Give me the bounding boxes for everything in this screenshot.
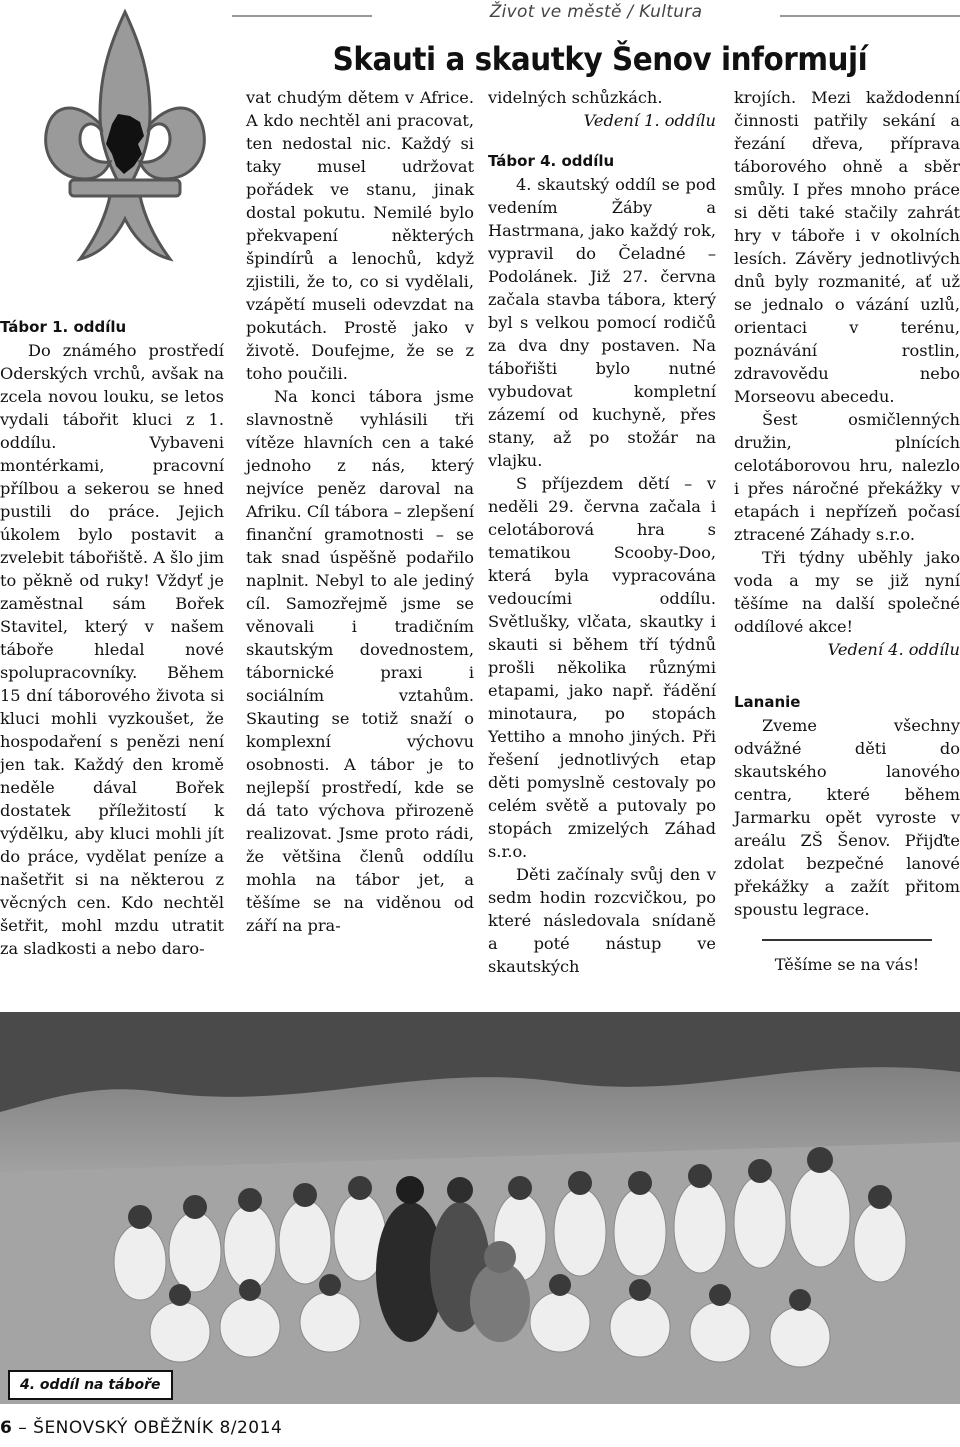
page-title: Skauti a skautky Šenov informují — [332, 40, 868, 78]
group-photo — [0, 1012, 960, 1404]
col4-paragraph-1: krojích. Mezi každodenní činnosti patřily sekání a řezání dřeva, příprava táborového ohně a sběr smůly. I přes mnoho práce si děti také stačily zahrát hry v táboře i v okolních lesích. Závěry jednotlivých dnů byly rozmanité, ať už se jednalo o vázání uzlů, orientaci v terénu, poznávání rostlin, zdravovědu nebo Morseovu abecedu. — [734, 88, 960, 406]
section-header — [232, 0, 960, 34]
col3-paragraph-4: Děti začínaly svůj den v sedm hodin rozcvičkou, po které následovala snídaně a poté nástup ve skautských — [488, 865, 716, 976]
camp-4-heading: Tábor 4. oddílu — [488, 152, 615, 170]
closing-line: Těšíme se na vás! — [774, 954, 920, 974]
closing-rule — [762, 939, 932, 941]
col4-paragraph-2: Šest osmičlenných družin, plnících celotáborovou hru, nalezlo i přes náročné překážky v etapách i nepřízeň počasí ztracené Záhady s.r.o. — [734, 410, 960, 544]
article-column-1 — [0, 316, 224, 960]
lananie-heading: Lananie — [734, 693, 801, 711]
scout-fleur-de-lis-logo — [40, 4, 210, 274]
col3-paragraph-2: 4. skautský oddíl se pod vedením Žáby a Hastrmana, jako každý rok, vypravil do Čeladné – Podolánek. Již 27. června začala stavba tábora, který byl s velkou pomocí rodičů za dva dny postaven. Na tábořišti bylo nutné vybudovat kompletní zázemí od kuchyně, přes stany, až po stožár na vlajku. — [488, 175, 716, 470]
camp-1-text: Do známého prostředí Oderských vrchů, avšak na zcela novou louku, se letos vydali tábořit kluci z 1. oddílu. Vybaveni montérkami, pracovní přílbou a sekerou se hned pustili do práce. Jejich úkolem bylo postavit a zvelebit tábořiště. A šlo jim to pěkně od ruky! Vždyť je zaměstnal sám Bořek Stavitel, který v našem táboře hledal nové spolupracovníky. Během 15 dní táborového života si kluci mohli vyzkoušet, že hospodaření s penězi není jen tak. Každý den kromě neděle dával Bořek dostatek příležitostí k výdělku, aby kluci mohli jít do práce, vydělat peníze a našetřit si na některou z věcných cen. Kdo nechtěl šetřit, mohl mzdu utratit za sladkosti a nebo daro- — [0, 341, 224, 958]
lananie-text: Zveme všechny odvážné děti do skautského lanového centra, které během Jarmarku opět vyroste v areálu ZŠ Šenov. Přijďte zdolat bezpečné lanové překážky a zažít přitom spoustu legrace. — [734, 716, 960, 919]
page-footer — [0, 1418, 282, 1438]
col2-paragraph-2: Na konci tábora jsme slavnostně vyhlásili tři vítěze hlavních cen a také jednoho z nás, který nejvíce peněz daroval na Afriku. Cíl tábora – zlepšení finanční gramotnosti – se tak snad úspěšně podařilo naplnit. Nebyl to ale jediný cíl. Samozřejmě jsme se věnovali i tradičním skautským dovednostem, tábornické praxi i sociálním vztahům. Skauting se totiž snaží o komplexní výchovu osobnosti. A tábor je to nejlepší prostředí, kde se dá tato výchova přirozeně realizovat. Jsme proto rádi, že většina členů oddílu mohla na tábor jet, a těšíme se na viděnou od září na pra- — [246, 387, 474, 935]
publication-name: – ŠENOVSKÝ OBĚŽNÍK 8/2014 — [18, 1418, 283, 1438]
article-column-4 — [734, 86, 960, 976]
article-column-3 — [488, 86, 716, 978]
section-label: Život ve městě / Kultura — [489, 2, 703, 22]
article-column-2 — [246, 86, 474, 937]
photo-caption: 4. oddíl na táboře — [8, 1370, 173, 1400]
page-number: 6 — [0, 1418, 13, 1438]
signature-camp-1: Vedení 1. oddílu — [583, 111, 716, 130]
camp-1-heading: Tábor 1. oddílu — [0, 318, 127, 336]
col3-paragraph-3: S příjezdem dětí – v neděli 29. června začala i celotáborová hra s tematikou Scooby-Doo, která byla vypracována vedoucími oddílu. Světlušky, vlčata, skautky i skauti si během tří týdnů prošli několika různými etapami, jako např. řádění minotaura, po stopách Yettiho a mnoho jiných. Při řešení jednotlivých etap děti pomyslně cestovaly po celém světě a putovaly po stopách zmizelých Záhad s.r.o. — [488, 474, 716, 861]
col3-paragraph-1: videlných schůzkách. — [488, 88, 663, 107]
col4-paragraph-3: Tři týdny uběhly jako voda a my se již nyní těšíme na další společné oddílové akce! — [734, 548, 960, 636]
signature-camp-4: Vedení 4. oddílu — [827, 640, 960, 659]
col2-paragraph-1: vat chudým dětem v Africe. A kdo nechtěl ani pracovat, ten nedostal nic. Každý si taky musel udržovat pořádek ve stanu, jinak dostal pokutu. Nemilé bylo překvapení některých špindírů a lenochů, když zjistili, že to, co si vydělali, vzápětí museli odevzdat na pokutách. Prostě jako v životě. Doufejme, že se z toho poučili. — [246, 88, 474, 383]
